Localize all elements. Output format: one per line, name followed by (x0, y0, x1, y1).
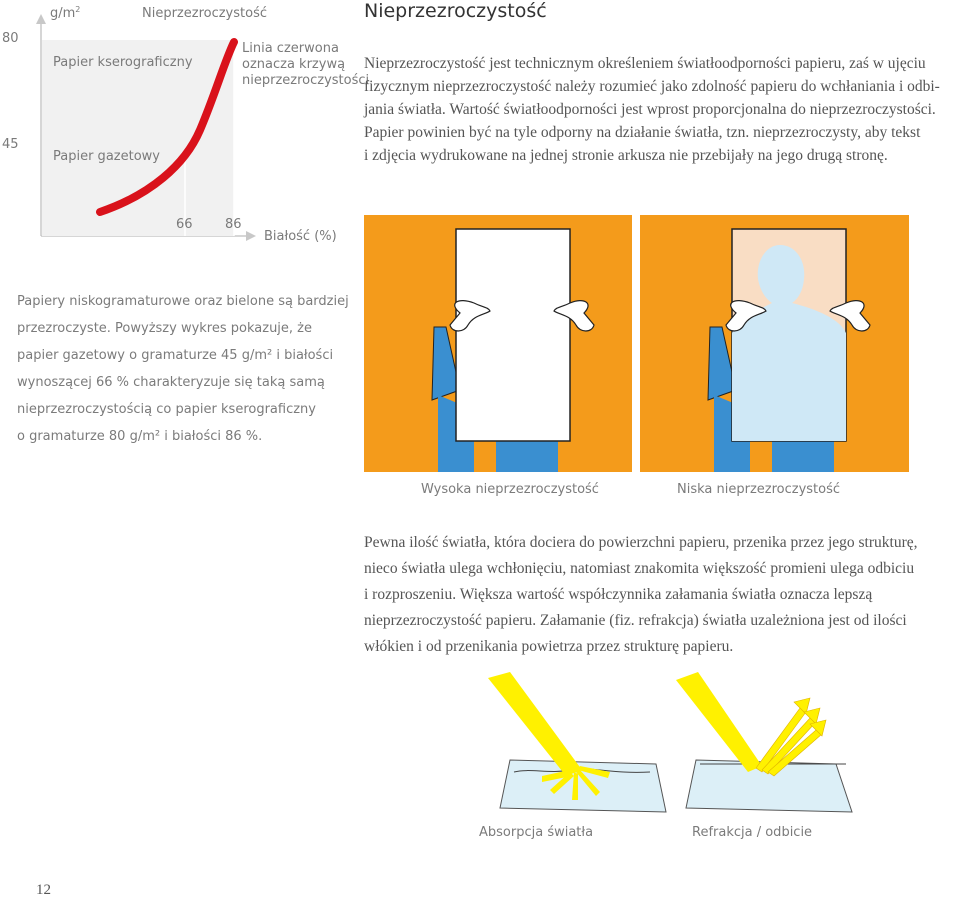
side-note-line: o gramaturze 80 g/m² i białości 86 %. (17, 429, 263, 444)
x-tick-86: 86 (225, 217, 242, 232)
body-line: nieprzezroczystość papieru. Załamanie (fiz. refrakcja) światła uzależniona jest od ilości (364, 612, 907, 629)
intro-line: Papier powinien być na tyle odporny na działanie światła, tzn. nieprzezroczysty, aby tekst (364, 124, 921, 141)
side-note-line: przezroczyste. Powyższy wykres pokazuje, że (17, 321, 313, 336)
legend-line-3: nieprzezroczystości (242, 73, 370, 88)
legend-line-2: oznacza krzywą (242, 57, 346, 72)
body-line: włókien i od przenikania powietrza przez strukturę papieru. (364, 638, 734, 655)
x-title: Białość (%) (264, 229, 337, 244)
page-number: 12 (36, 882, 51, 898)
y-axis-arrow (36, 14, 46, 24)
low-opacity-illustration (640, 215, 909, 472)
y-tick-45: 45 (2, 137, 19, 152)
paper-sheet-opaque (456, 229, 570, 441)
label-xerographic: Papier kserograficzny (53, 55, 193, 70)
y-tick-80: 80 (2, 31, 19, 46)
body-line: Pewna ilość światła, która dociera do powierzchni papieru, przenika przez jego strukturę, (364, 534, 918, 551)
section-heading: Nieprzezroczystość (364, 0, 547, 22)
opacity-chart (0, 0, 370, 245)
x-axis-arrow (246, 231, 256, 241)
side-note-line: wynoszącej 66 % charakteryzuje się taką samą (17, 375, 325, 390)
caption-absorption: Absorpcja światła (479, 825, 594, 840)
caption-refraction: Refrakcja / odbicie (692, 825, 813, 840)
y-title: Nieprzezroczystość (142, 6, 267, 21)
intro-line: fizycznym nieprzezroczystość należy rozumieć jako zdolność papieru do wchłaniania i odbi- (364, 78, 940, 95)
caption-low-opacity: Niska nieprzezroczystość (677, 482, 841, 497)
high-opacity-illustration (364, 215, 632, 472)
intro-line: Nieprzezroczystość jest technicznym określeniem światłoodporności papieru, zaś w ujęciu (364, 55, 926, 72)
body-line: i rozproszeniu. Większa wartość współczynnika załamania światła oznacza lepszą (364, 586, 873, 603)
body-line: nieco światła ulega wchłonięciu, natomiast znakomita większość promieni ulega odbiciu (364, 560, 915, 577)
light-beam (676, 672, 762, 772)
side-note-line: nieprzezroczystością co papier kserograficzny (17, 402, 316, 417)
x-tick-66: 66 (176, 217, 193, 232)
intro-paragraph (364, 52, 954, 167)
legend-line-1: Linia czerwona (242, 41, 339, 56)
caption-high-opacity: Wysoka nieprzezroczystość (421, 482, 599, 497)
refraction-diagram (676, 672, 876, 820)
absorption-diagram (470, 672, 680, 820)
side-note-line: Papiery niskogramaturowe oraz bielone są bardziej (17, 294, 349, 309)
y-unit: $g/m^2$ (50, 5, 81, 21)
intro-line: jania światła. Wartość światłoodporności jest wprost proporcjonalna do nieprzezroczystości. (364, 101, 936, 118)
intro-line: i zdjęcia wydrukowane na jednej stronie arkusza nie przebijały na jego drugą stronę. (364, 147, 888, 164)
label-newsprint: Papier gazetowy (53, 149, 160, 164)
side-note-line: papier gazetowy o gramaturze 45 g/m² i białości (17, 348, 334, 363)
body-paragraph (364, 530, 954, 660)
